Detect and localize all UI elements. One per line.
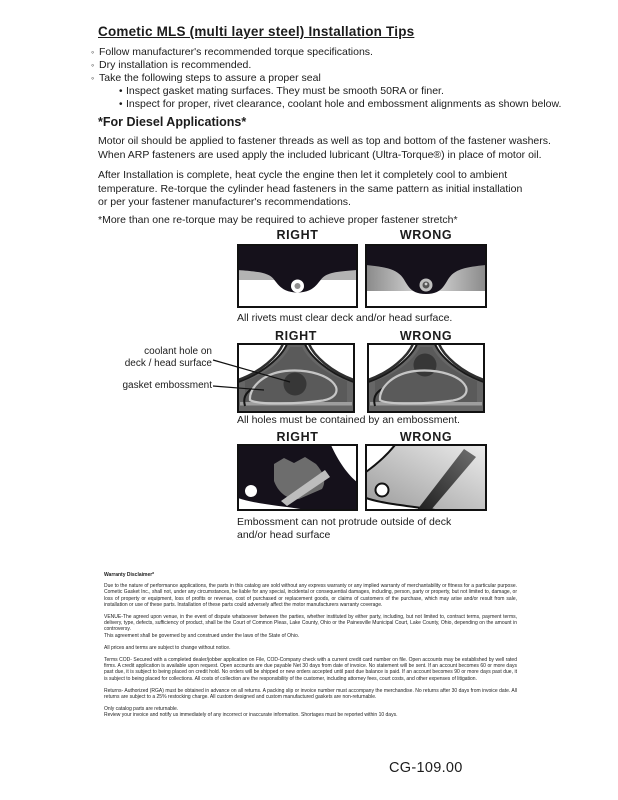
list-item <box>91 72 561 85</box>
warranty-disclaimer-heading: Warranty Disclaimer* <box>104 572 155 578</box>
annotation-gasket-embossment: gasket embossment <box>122 380 212 391</box>
row1-caption: All rivets must clear deck and/or head surface. <box>237 312 453 324</box>
bolt-hole <box>245 485 257 497</box>
installation-tips-list <box>91 46 561 111</box>
tip-text: Take the following steps to assure a proper seal <box>99 72 321 84</box>
legal-paragraph: VENUE-The agreed upon venue, in the event of dispute whatsoever between the parties, whether instituted by either party, including, but not limited to, contract terms, payment terms, delivery, type, defects, sufficiency of product, shall be the Court of Common Pleas, Lake County, Ohio or the Painesville Municipal Court, Lake County, Ohio, depending on the amount in controversy. <box>104 614 517 633</box>
row3-wrong-label: WRONG <box>399 430 453 444</box>
legal-paragraph: Only catalog parts are returnable. <box>104 706 179 713</box>
filled-bullet-icon: • <box>119 86 123 97</box>
page-title: Cometic MLS (multi layer steel) Installation Tips <box>98 24 415 39</box>
diesel-section-heading: *For Diesel Applications* <box>98 115 247 129</box>
row3-caption: Embossment can not protrude outside of deck and/or head surface <box>237 516 452 541</box>
diesel-paragraph-2: After Installation is complete, heat cycle the engine then let it completely cool to ambient temperature. Re-torque the cylinder head fasteners in the same pattern as initial installation or per your fastener manufacturer's recommendations. <box>98 169 523 208</box>
diagram-protrusion-wrong <box>365 444 487 511</box>
coolant-hole <box>414 354 437 377</box>
legal-paragraph: This agreement shall be governed by and construed under the laws of the State of Ohio. <box>104 632 300 639</box>
filled-bullet-icon: • <box>119 99 123 110</box>
tip-text: Inspect for proper, rivet clearance, coolant hole and embossment alignments as shown below. <box>126 98 562 110</box>
open-bullet-icon: ◦ <box>91 73 95 83</box>
diagram-rivet-right <box>237 244 358 308</box>
list-item <box>119 85 561 98</box>
retorque-note: *More than one re-torque may be required to achieve proper fastener stretch* <box>98 214 458 226</box>
row1-wrong-label: WRONG <box>399 228 453 242</box>
open-bullet-icon: ◦ <box>91 47 95 57</box>
diagram-embossment-contained-wrong <box>367 343 485 413</box>
diagram-rivet-wrong <box>365 244 487 308</box>
annotation-coolant-hole: coolant hole on deck / head surface <box>124 346 212 369</box>
list-item <box>119 98 561 111</box>
row2-wrong-label: WRONG <box>399 329 453 343</box>
diagram-protrusion-right <box>237 444 358 511</box>
open-bullet-icon: ◦ <box>91 60 95 70</box>
diesel-paragraph-1: Motor oil should be applied to fastener threads as well as top and bottom of the fastener washers. When ARP fasteners are used apply the included lubricant (Ultra-Torque®) in place of motor oil. <box>98 135 551 161</box>
annotation-pointer-lines <box>212 352 304 400</box>
tip-text: Follow manufacturer's recommended torque specifications. <box>99 46 373 58</box>
legal-paragraph: Returns- Authorized (RGA) must be obtained in advance on all returns. A packing slip or invoice number must accompany the merchandise. No returns after 30 days from invoice date. All returns are subject to a 25% restocking charge. All custom designed and custom manufactured gaskets are non-returnable. <box>104 687 517 701</box>
tip-text: Inspect gasket mating surfaces. They must be smooth 50RA or finer. <box>126 85 444 97</box>
row2-right-label: RIGHT <box>275 329 317 343</box>
list-item <box>91 46 561 59</box>
legal-paragraph: Review your invoice and notify us immediately of any incorrect or inaccurate information. Shortages must be reported within 10 days. <box>104 712 398 719</box>
list-item <box>91 59 561 72</box>
legal-block <box>104 572 517 725</box>
row3-right-label: RIGHT <box>276 430 319 444</box>
rivet-center <box>295 283 301 289</box>
bolt-hole <box>376 484 389 497</box>
legal-paragraph: Terms COD- Secured with a completed dealer/jobber application on File, COD-Company check with a current credit card number on file. Open accounts may be established by well rated firms. A credit application is available upon request. Open accounts are due payable Net 30 days from date of invoice. No statement will be sent. If an account becomes 60 or more days past due, it is subject to being placed on credit hold. No orders will be shipped or new orders accepted until past due balance is paid. If an account becomes 90 or more days past due, it is subject to being placed for collections. All costs of collection are the responsibility of the customer, including attorney fees, court costs, and other expenses of litigation. <box>104 657 517 682</box>
page-code: CG-109.00 <box>389 760 463 776</box>
legal-paragraph: All prices and terms are subject to change without notice. <box>104 644 231 651</box>
row2-caption: All holes must be contained by an embossment. <box>237 414 460 426</box>
legal-paragraph: Due to the nature of performance applications, the parts in this catalog are sold without any express warranty or any implied warranty of merchantability or fitness for a particular purpose. Cometic Gasket Inc., shall not, under any circumstances, be liable for any special, incidental or consequential damages, including, person, party or property, but not limited to, damage, or loss of property or equipment, loss of profits or revenue, cost of purchased or replacement goods, or claims of customers of the purchase, which may arise and/or result from sale, installation or use of these parts. Installation of these parts could adversely affect the motor manufacturers warranty coverage. <box>104 583 517 608</box>
row1-right-label: RIGHT <box>276 228 319 242</box>
tip-text: Dry installation is recommended. <box>99 59 252 71</box>
